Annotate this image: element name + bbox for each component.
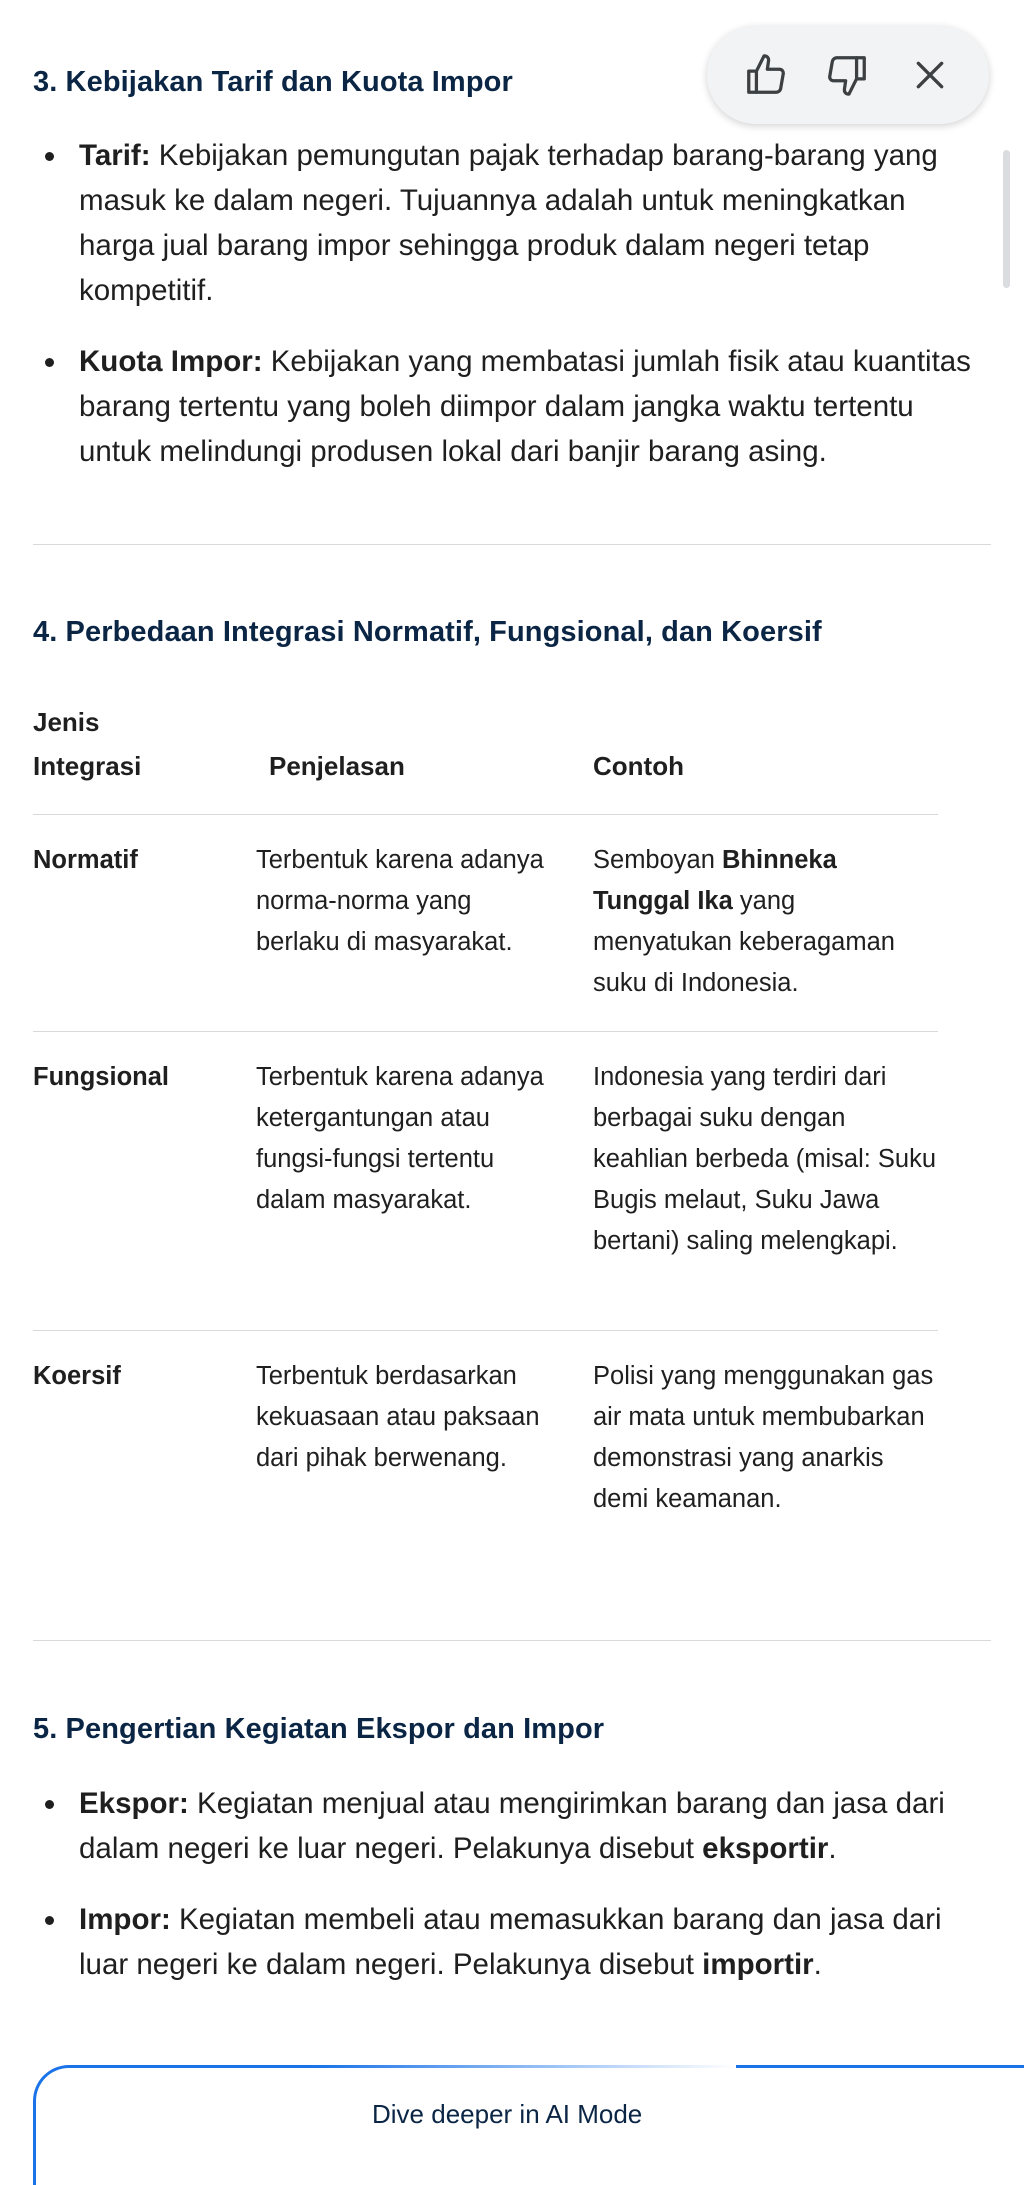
text-ekspor: Kegiatan menjual atau mengirimkan barang dan jasa dari dalam negeri ke luar negeri. Pelakunya disebut <box>79 1787 945 1865</box>
term-tarif: Tarif: <box>79 139 151 172</box>
row-divider <box>33 1031 938 1032</box>
dive-deeper-button[interactable] <box>33 2065 1024 2185</box>
table-header-explanation: Penjelasan <box>269 751 405 781</box>
thumbs-up-icon <box>743 52 789 98</box>
cell-type: Koersif <box>33 1362 121 1390</box>
thumbs-down-icon <box>824 52 870 98</box>
cell-type: Fungsional <box>33 1063 169 1091</box>
divider <box>33 544 991 545</box>
cell-example-pre: Semboyan <box>593 846 722 874</box>
list-item-impor <box>33 1897 988 1987</box>
section-4-title: 4. Perbedaan Integrasi Normatif, Fungsional, dan Koersif <box>33 616 822 648</box>
cell-example <box>593 1356 938 1520</box>
term-kuota-impor: Kuota Impor: <box>79 345 263 378</box>
section-5-title: 5. Pengertian Kegiatan Ekspor dan Impor <box>33 1713 605 1745</box>
table-header-type <box>33 700 141 788</box>
thumbs-up-button[interactable] <box>741 50 791 100</box>
cell-example-bold: Bhinneka Tunggal Ika <box>593 846 837 915</box>
list-item-tarif <box>33 133 988 313</box>
scrollbar[interactable] <box>1003 150 1010 288</box>
section-3-list <box>33 133 988 474</box>
divider <box>33 1640 991 1641</box>
term-impor: Impor: <box>79 1903 171 1936</box>
tail-impor: . <box>813 1948 822 1981</box>
cell-example-pre: Indonesia yang terdiri dari berbagai suku dengan keahlian berbeda (misal: Suku Bugis melaut, Suku Jawa bertani) saling melengkapi. <box>593 1063 937 1255</box>
feedback-toolbar <box>707 26 989 124</box>
table-header-type-line2: Integrasi <box>33 751 142 781</box>
dive-deeper-label: Dive deeper in AI Mode <box>372 2099 643 2129</box>
cell-example <box>593 1057 938 1262</box>
list-item-kuota-impor <box>33 339 988 474</box>
bold-importir: importir <box>702 1948 814 1981</box>
table-header-type-line1: Jenis <box>33 707 100 737</box>
term-ekspor: Ekspor: <box>79 1787 189 1820</box>
cell-explanation: Terbentuk karena adanya norma-norma yang berlaku di masyarakat. <box>256 846 544 956</box>
thumbs-down-button[interactable] <box>822 50 872 100</box>
table-header-example: Contoh <box>593 751 684 781</box>
text-impor: Kegiatan membeli atau memasukkan barang dan jasa dari luar negeri ke dalam negeri. Pelakunya disebut <box>79 1903 942 1981</box>
cell-explanation: Terbentuk berdasarkan kekuasaan atau paksaan dari pihak berwenang. <box>256 1362 540 1472</box>
section-3-title: 3. Kebijakan Tarif dan Kuota Impor <box>33 66 513 98</box>
row-divider <box>33 1330 938 1331</box>
tail-ekspor: . <box>828 1832 837 1865</box>
row-divider <box>33 814 938 815</box>
text-kuota-impor: Kebijakan yang membatasi jumlah fisik atau kuantitas barang tertentu yang boleh diimpor dalam jangka waktu tertentu untuk melindungi produsen lokal dari banjir barang asing. <box>79 345 971 468</box>
list-item-ekspor <box>33 1781 988 1871</box>
cell-example-post: yang menyatukan keberagaman suku di Indonesia. <box>593 887 895 997</box>
close-button[interactable] <box>905 50 955 100</box>
section-5-list <box>33 1781 988 1987</box>
cell-explanation: Terbentuk karena adanya ketergantungan atau fungsi-fungsi tertentu dalam masyarakat. <box>256 1063 544 1214</box>
cell-example <box>593 840 938 1004</box>
bold-eksportir: eksportir <box>702 1832 829 1865</box>
text-tarif: Kebijakan pemungutan pajak terhadap barang-barang yang masuk ke dalam negeri. Tujuannya adalah untuk meningkatkan harga jual barang impor sehingga produk dalam negeri tetap kompetitif. <box>79 139 938 307</box>
cell-type: Normatif <box>33 846 138 874</box>
cell-example-pre: Polisi yang menggunakan gas air mata untuk membubarkan demonstrasi yang anarkis demi keamanan. <box>593 1362 934 1513</box>
close-icon <box>910 55 950 95</box>
